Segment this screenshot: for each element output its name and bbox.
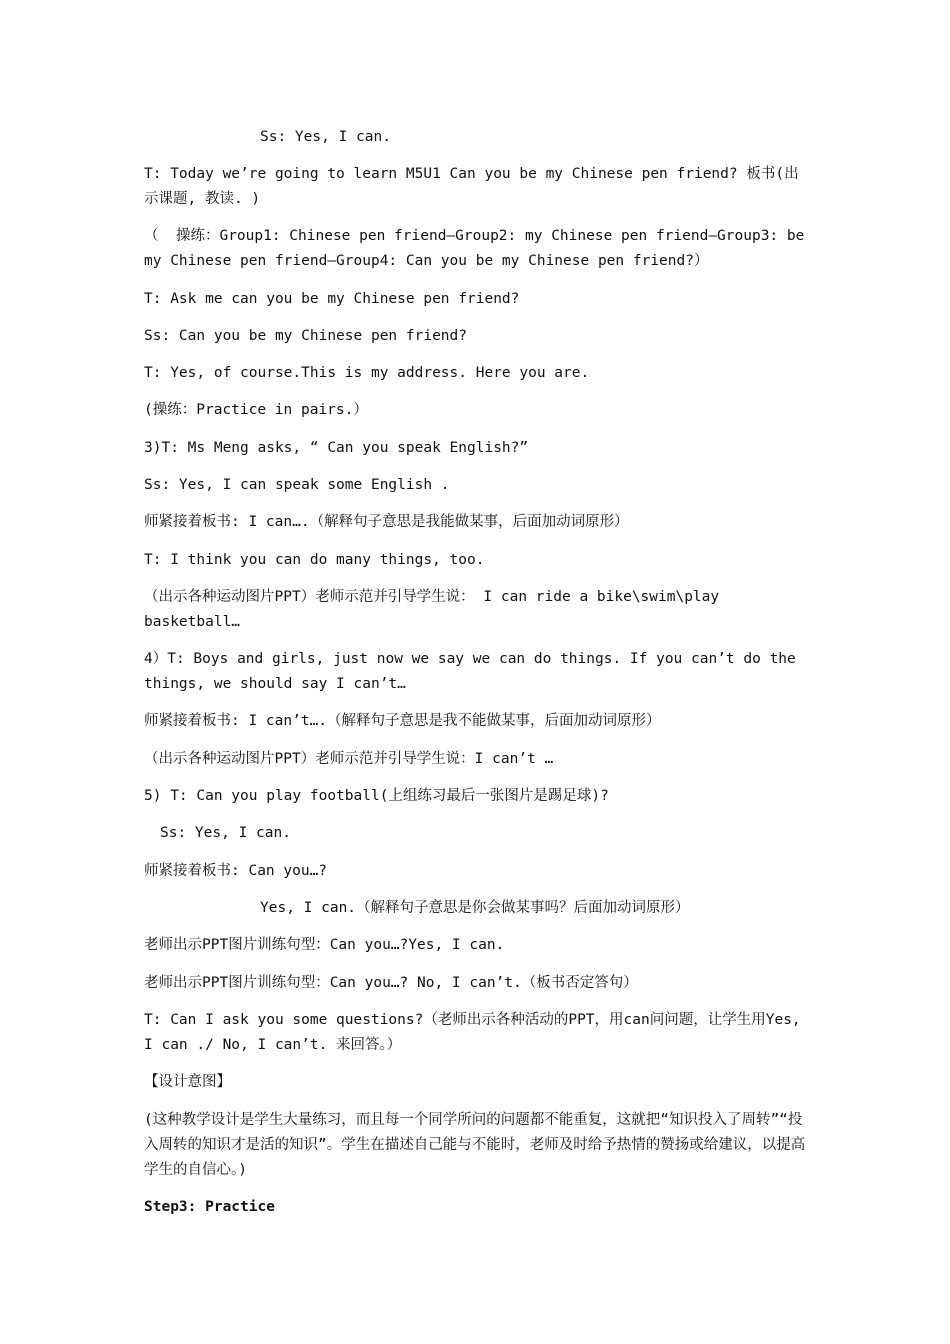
paragraph-boys-girls: 4）T: Boys and girls, just now we say we can do things. If you can’t do the things, we should say I can’t…: [144, 651, 805, 692]
paragraph-ppt-no: 老师出示PPT图片训练句型：Can you…? No, I can’t.（板书否定答句）: [144, 975, 638, 991]
paragraph-ss-yes-i-can: Ss: Yes, I can.: [260, 129, 391, 145]
paragraph-ask-questions: T: Can I ask you some questions?（老师出示各种活动的PPT，用can问问题，让学生用Yes, I can ./ No, I can’t. 来回答。）: [144, 1012, 810, 1053]
paragraph-board-i-can: 师紧接着板书: I can….（解释句子意思是我能做某事，后面加动词原形）: [144, 514, 629, 530]
paragraph-group-practice: （ 操练：Group1: Chinese pen friend—Group2: my Chinese pen friend—Group3: be my Chinese pen friend—Group4: Can you be my Chinese pen friend?）: [144, 228, 814, 269]
paragraph-address: T: Yes, of course.This is my address. Here you are.: [144, 365, 590, 381]
paragraph-ppt-yes: 老师出示PPT图片训练句型：Can you…?Yes, I can.: [144, 937, 505, 953]
paragraph-speak-english: 3)T: Ms Meng asks, “ Can you speak English?”: [144, 440, 529, 456]
paragraph-board-can-you: 师紧接着板书: Can you…?: [144, 863, 328, 879]
paragraph-today-lesson: T: Today we’re going to learn M5U1 Can you be my Chinese pen friend? 板书(出示课题, 教读. ): [144, 166, 799, 207]
heading-step3-practice: Step3: Practice: [144, 1199, 275, 1215]
paragraph-ss-question: Ss: Can you be my Chinese pen friend?: [144, 328, 468, 344]
paragraph-design-note: (这种教学设计是学生大量练习，而且每一个同学所问的问题都不能重复，这就把“知识投入了周转”“投入周转的知识才是活的知识”。学生在描述自己能与不能时，老师及时给予热情的赞扬或给建议，以提高学生的自信心。): [144, 1112, 806, 1178]
paragraph-yes-explain: Yes, I can.（解释句子意思是你会做某事吗？后面加动词原形）: [260, 900, 690, 916]
paragraph-many-things: T: I think you can do many things, too.: [144, 552, 485, 568]
paragraph-ask-me: T: Ask me can you be my Chinese pen friend?: [144, 291, 520, 307]
heading-design-intent: 【设计意图】: [144, 1074, 231, 1090]
paragraph-board-i-cant: 师紧接着板书: I can’t….（解释句子意思是我不能做某事，后面加动词原形）: [144, 713, 661, 729]
paragraph-play-football: 5) T: Can you play football(上组练习最后一张图片是踢足球)?: [144, 788, 609, 804]
paragraph-practice-pairs: (操练：Practice in pairs.）: [144, 402, 368, 418]
paragraph-ss-speak: Ss: Yes, I can speak some English .: [144, 477, 450, 493]
paragraph-ppt-cant: （出示各种运动图片PPT）老师示范并引导学生说：I can’t …: [144, 751, 554, 767]
paragraph-ppt-sports: （出示各种运动图片PPT）老师示范并引导学生说： I can ride a bike\swim\play basketball…: [144, 589, 728, 630]
paragraph-ss-yes: Ss: Yes, I can.: [160, 825, 291, 841]
